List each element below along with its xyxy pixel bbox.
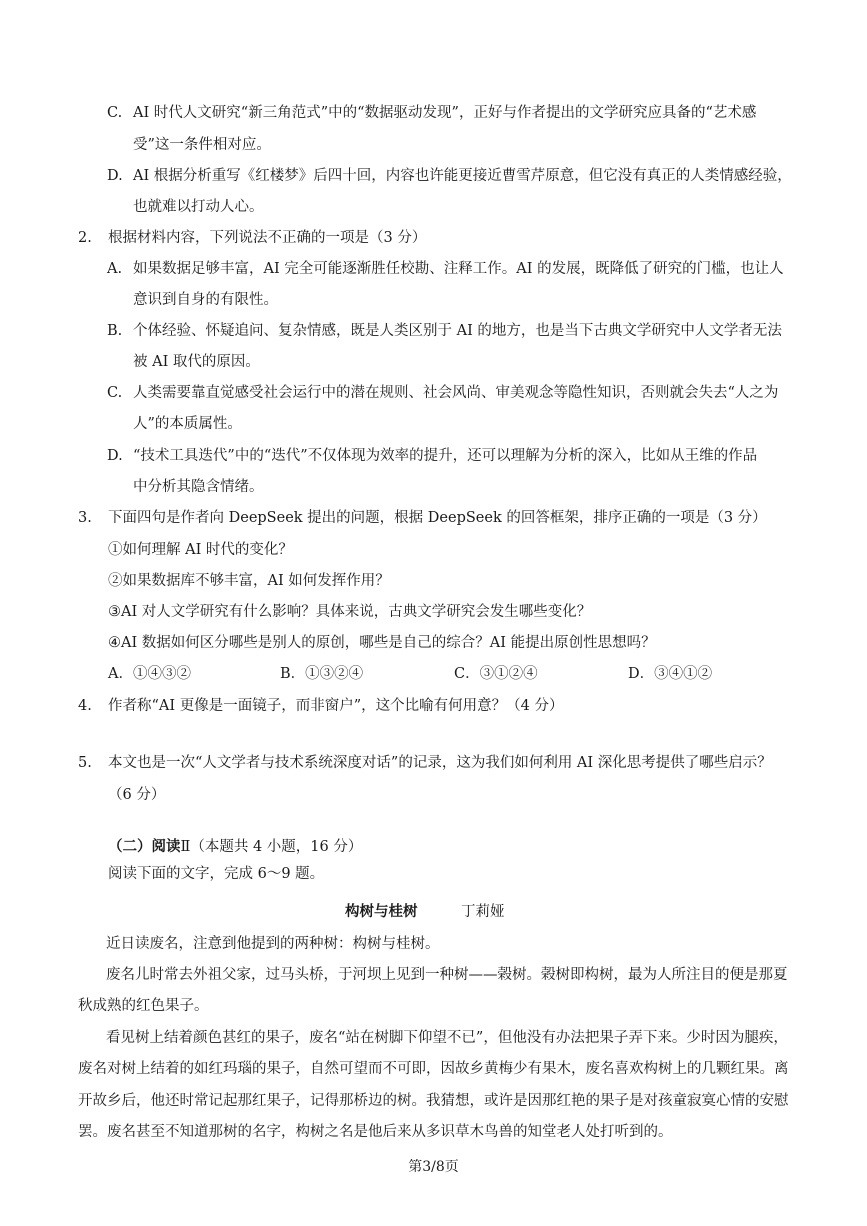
article-author: 丁莉娅 [461,904,505,920]
q3-option-d: D．③④①② [628,666,713,682]
q3-item-2: ②如果数据库不够丰富，AI 如何发挥作用？ [108,573,390,589]
q2-number: 2. [78,230,92,246]
q5-number: 5. [78,755,92,771]
q2-option-c-label: C. [107,385,123,401]
section-2-heading-main: （二）阅读 [108,838,181,855]
q1-option-c-line1: AI 时代人文研究“新三角范式”中的“数据驱动发现”，正好与作者提出的文学研究应具备的“艺术感 [133,105,757,121]
q3-item-3: ③AI 对人文学研究有什么影响？具体来说，古典文学研究会发生哪些变化？ [108,604,592,620]
q2-option-a-line1: 如果数据足够丰富，AI 完全可能逐渐胜任校勘、注释工作。AI 的发展，既降低了研究的门槛，也让人 [133,261,784,277]
q4-stem: 作者称“AI 更像是一面镜子，而非窗户”，这个比喻有何用意？（4 分） [108,698,564,714]
q2-option-b-line1: 个体经验、怀疑追问、复杂情感，既是人类区别于 AI 的地方，也是当下古典文学研究中人文学者无法 [133,323,782,339]
q3-stem: 下面四句是作者向 DeepSeek 提出的问题，根据 DeepSeek 的回答框架，排序正确的一项是（3 分） [108,510,767,526]
article-paragraph-1: 近日读废名，注意到他提到的两种树：构树与桂树。 [106,936,440,952]
q3-item-1: ①如何理解 AI 时代的变化？ [108,542,293,558]
article-paragraph-3-line3: 开故乡后，他还时常记起那红果子，记得那桥边的树。我猜想，或许是因那红艳的果子是对孩童寂寞心情的安慰 [78,1093,789,1109]
q2-option-c-line2: 人”的本质属性。 [133,416,242,432]
q5-stem-line2: （6 分） [108,787,166,803]
q1-option-d-line2: 也就难以打动人心。 [133,199,264,215]
q1-option-d-line1: AI 根据分析重写《红楼梦》后四十回，内容也许能更接近曹雪芹原意，但它没有真正的人类情感经验， [133,168,792,184]
q3-option-b: B．①③②④ [280,666,364,682]
q2-option-b-label: B. [107,323,123,339]
q2-stem: 根据材料内容，下列说法不正确的一项是（3 分） [108,230,427,246]
q3-option-c: C．③①②④ [454,666,538,682]
q2-option-d-line2: 中分析其隐含情绪。 [133,479,264,495]
q5-stem-line1: 本文也是一次“人文学者与技术系统深度对话”的记录，这为我们如何利用 AI 深化思考提供了哪些启示？ [108,755,772,771]
q3-number: 3. [78,510,92,526]
q2-option-c-line1: 人类需要靠直觉感受社会运行中的潜在规则、社会风尚、审美观念等隐性知识，否则就会失去“人之为 [133,385,779,401]
article-paragraph-2-line2: 秋成熟的红色果子。 [78,998,209,1014]
q1-option-d-label: D. [107,168,123,184]
q3-item-4: ④AI 数据如何区分哪些是别人的原创，哪些是自己的综合？AI 能提出原创性思想吗？ [108,635,656,651]
q4-number: 4. [78,698,92,714]
q2-option-d-line1: “技术工具迭代”中的“迭代”不仅体现为效率的提升，还可以理解为分析的深入，比如从王维的作品 [133,448,758,464]
article-title: 构树与桂树 [345,903,418,920]
article-paragraph-2-line1: 废名儿时常去外祖父家，过马头桥，于河坝上见到一种树——榖树。榖树即构树，最为人所注目的便是那夏 [106,967,788,983]
q3-option-a: A．①④③② [108,666,191,682]
section-2-heading [108,837,362,857]
article-paragraph-3-line4: 罢。废名甚至不知道那树的名字，构树之名是他后来从多识草木鸟兽的知堂老人处打听到的。 [78,1124,673,1140]
q1-option-c-label: C. [107,105,123,121]
q2-option-a-line2: 意识到自身的有限性。 [133,292,278,308]
section-2-instruction: 阅读下面的文字，完成 6～9 题。 [108,866,325,882]
article-paragraph-3-line1: 看见树上结着颜色甚红的果子，废名“站在树脚下仰望不已”，但他没有办法把果子弄下来。少时因为腿疾， [106,1030,788,1046]
q2-option-d-label: D. [107,448,123,464]
q2-option-a-label: A. [107,261,123,277]
q2-option-b-line2: 被 AI 取代的原因。 [133,354,260,370]
page-number: 第3/8页 [408,1159,459,1175]
q1-option-c-line2: 受”这一条件相对应。 [133,137,271,153]
section-2-heading-rest: Ⅱ（本题共 4 小题，16 分） [180,839,363,855]
article-paragraph-3-line2: 废名对树上结着的如红玛瑙的果子，自然可望而不可即，因故乡黄梅少有果木，废名喜欢构树上的几颗红果。离 [78,1061,789,1077]
